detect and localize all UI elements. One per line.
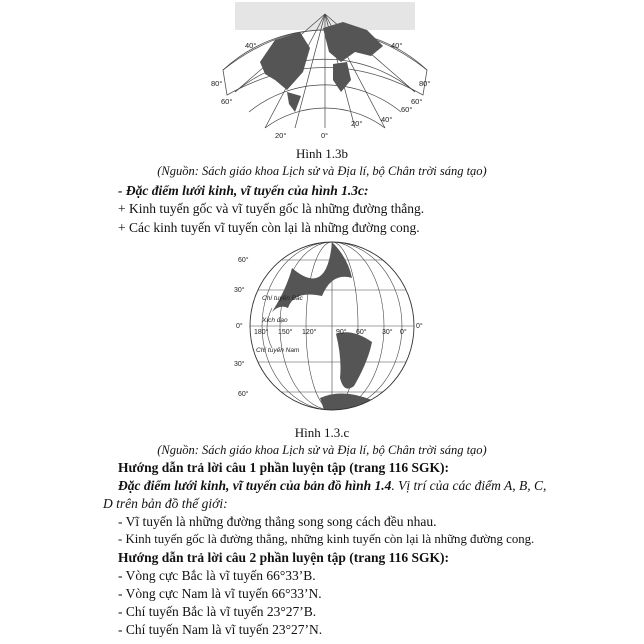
- fig-c-lon-label: 150°: [278, 329, 293, 336]
- fig-c-lon-label: 180°: [254, 329, 269, 336]
- q1-intro-bold: Đặc điểm lưới kinh, vĩ tuyến của bản đồ hình 1.4: [118, 478, 392, 493]
- fig-c-lat-label: 30°: [234, 361, 245, 368]
- fig-c-lon-label: 60°: [356, 329, 367, 336]
- fig-b-label: 80°: [419, 79, 431, 88]
- fig-c-lon-label: 30°: [382, 329, 393, 336]
- q2-item: - Chí tuyến Nam là vĩ tuyến 23°27’N.: [118, 622, 323, 637]
- q1-heading: Hướng dẫn trả lời câu 1 phần luyện tập (trang 116 SGK):: [118, 460, 449, 475]
- q2-heading: Hướng dẫn trả lời câu 2 phần luyện tập (trang 116 SGK):: [118, 550, 449, 565]
- q1-item: - Kinh tuyến gốc là đường thẳng, những kinh tuyến còn lại là những đường cong.: [118, 532, 535, 546]
- q1-item: - Vĩ tuyến là những đường thẳng song song cách đều nhau.: [118, 514, 437, 529]
- fig-b-label: 0°: [321, 131, 329, 140]
- fig-b-label: 60°: [221, 97, 233, 106]
- fig-c-lat-label: 30°: [234, 287, 245, 294]
- q1-intro-continued: D trên bản đồ thế giới:: [103, 496, 228, 511]
- q2-item: - Vòng cực Nam là vĩ tuyến 66°33’N.: [118, 586, 322, 601]
- figure-1-3c-map: [232, 238, 432, 418]
- fig-b-label: 60°: [401, 105, 413, 114]
- fig-b-label: 40°: [391, 41, 403, 50]
- fig-c-lat-label: 60°: [238, 391, 249, 398]
- q1-intro-rest: . Vị trí của các điểm A, B, C,: [391, 478, 547, 493]
- fig-b-label: 20°: [351, 119, 363, 128]
- section-c-heading: - Đặc điểm lưới kinh, vĩ tuyến của hình 1.3c:: [118, 183, 369, 198]
- section-c-item: + Các kinh tuyến vĩ tuyến còn lại là những đường cong.: [118, 220, 420, 235]
- fig-b-label: 40°: [381, 115, 393, 124]
- fig-c-lat-label: 60°: [238, 257, 249, 264]
- q2-item: - Vòng cực Bắc là vĩ tuyến 66°33’B.: [118, 568, 316, 583]
- fig-b-label: 20°: [275, 131, 287, 140]
- fig-c-lon-label: 120°: [302, 329, 317, 336]
- fig-c-lat-label: 0°: [236, 323, 243, 330]
- figure-1-3b-caption: Hình 1.3b: [296, 146, 348, 161]
- figure-1-3b-map: [205, 0, 445, 142]
- fig-c-tropic-cancer-label: Chí tuyến Bắc: [262, 295, 303, 302]
- fig-c-lon-label: 0°: [400, 329, 407, 336]
- figure-1-3b-source: (Nguồn: Sách giáo khoa Lịch sử và Địa lí, bộ Chân trời sáng tạo): [157, 164, 487, 178]
- fig-b-label: 60°: [411, 97, 423, 106]
- section-c-item: + Kinh tuyến gốc và vĩ tuyến gốc là những đường thẳng.: [118, 201, 425, 216]
- fig-b-label: 80°: [211, 79, 223, 88]
- fig-c-equator-label: Xích đạo: [262, 317, 288, 324]
- fig-b-label: 40°: [245, 41, 257, 50]
- q2-item: - Chí tuyến Bắc là vĩ tuyến 23°27’B.: [118, 604, 317, 619]
- figure-1-3c-source: (Nguồn: Sách giáo khoa Lịch sử và Địa lí, bộ Chân trời sáng tạo): [157, 443, 487, 457]
- fig-c-lat-label: 0°: [416, 323, 423, 330]
- q1-intro: [118, 478, 546, 494]
- figure-1-3c-caption: Hình 1.3.c: [294, 425, 350, 440]
- fig-c-tropic-capricorn-label: Chí tuyến Nam: [256, 347, 300, 354]
- fig-c-lon-label: 90°: [336, 329, 347, 336]
